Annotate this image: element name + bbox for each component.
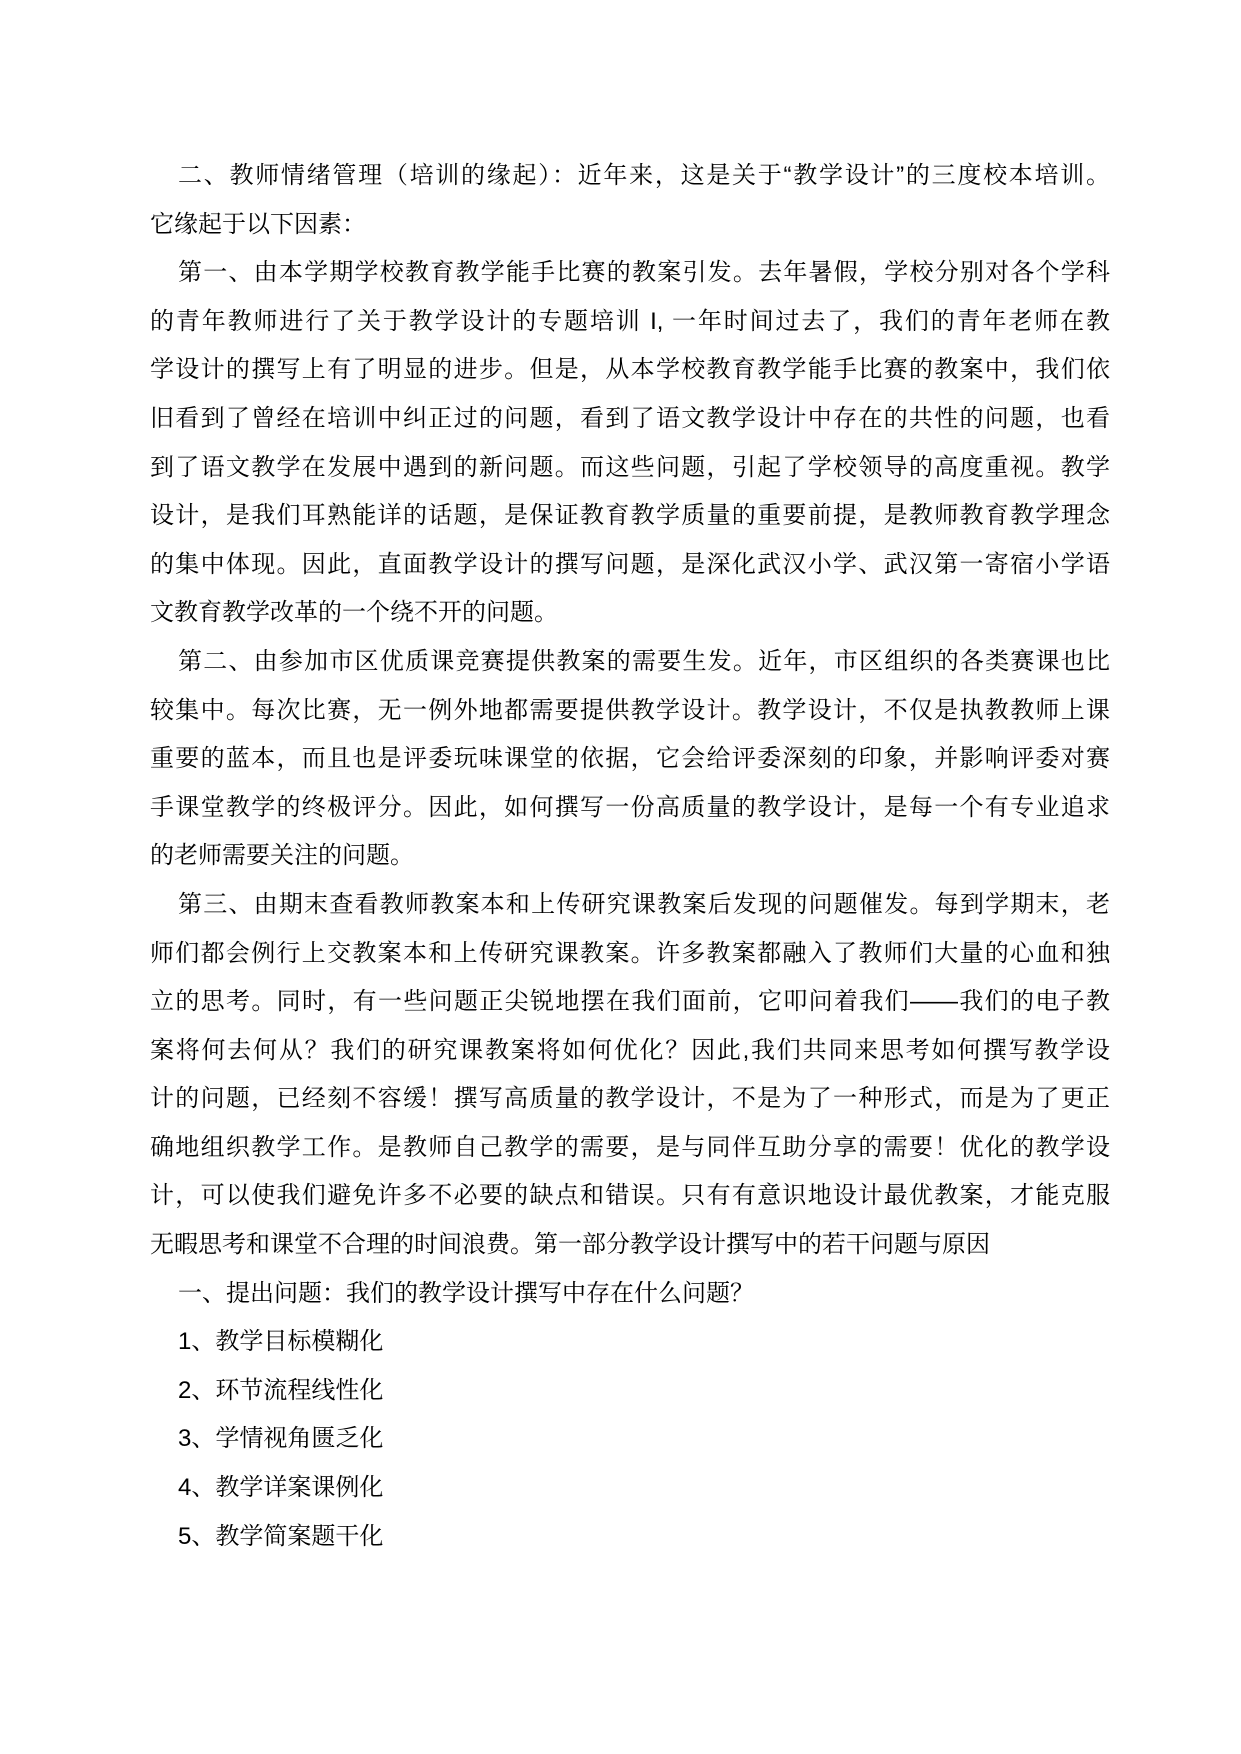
text-line-section-intro-1: 它缘起于以下因素： (150, 210, 366, 238)
text-line-problem-list-2: 3、学情视角匮乏化 (178, 1425, 384, 1453)
text-line-reason-first-2: 学设计的撰写上有了明显的进步。但是，从本学校教育教学能手比赛的教案中，我们依 (150, 356, 1110, 384)
text-line-question-heading-0: 一、提出问题：我们的教学设计撰写中存在什么问题？ (178, 1279, 754, 1307)
text-line-reason-third-4: 计的问题，已经刻不容缓！撰写高质量的教学设计，不是为了一种形式，而是为了更正 (150, 1085, 1110, 1113)
text-line-reason-second-4: 的老师需要关注的问题。 (150, 842, 414, 870)
text-line-reason-first-6: 的集中体现。因此，直面教学设计的撰写问题，是深化武汉小学、武汉第一寄宿小学语 (150, 550, 1110, 578)
text-line-problem-list-4: 5、教学简案题干化 (178, 1522, 384, 1550)
text-line-reason-first-3: 旧看到了曾经在培训中纠正过的问题，看到了语文教学设计中存在的共性的问题，也看 (150, 404, 1110, 432)
text-line-reason-third-2: 立的思考。同时，有一些问题正尖锐地摆在我们面前，它叩问着我们——我们的电子教 (150, 988, 1110, 1016)
text-line-reason-first-7: 文教育教学改革的一个绕不开的问题。 (150, 599, 558, 627)
text-line-problem-list-0: 1、教学目标模糊化 (178, 1328, 384, 1356)
text-line-reason-third-3: 案将何去何从？我们的研究课教案将如何优化？因此,我们共同来思考如何撰写教学设 (150, 1036, 1110, 1064)
text-line-problem-list-3: 4、教学详案课例化 (178, 1474, 384, 1502)
text-line-reason-second-1: 较集中。每次比赛，无一例外地都需要提供教学设计。教学设计，不仅是执教教师上课 (150, 696, 1110, 724)
text-line-reason-first-0: 第一、由本学期学校教育教学能手比赛的教案引发。去年暑假，学校分别对各个学科 (178, 259, 1110, 287)
text-line-reason-third-5: 确地组织教学工作。是教师自己教学的需要，是与同伴互助分享的需要！优化的教学设 (150, 1133, 1110, 1161)
text-line-reason-first-4: 到了语文教学在发展中遇到的新问题。而这些问题，引起了学校领导的高度重视。教学 (150, 453, 1110, 481)
text-line-reason-third-1: 师们都会例行上交教案本和上传研究课教案。许多教案都融入了教师们大量的心血和独 (150, 939, 1110, 967)
text-line-reason-third-7: 无暇思考和课堂不合理的时间浪费。第一部分教学设计撰写中的若干问题与原因 (150, 1231, 990, 1259)
text-line-reason-first-5: 设计，是我们耳熟能详的话题，是保证教育教学质量的重要前提，是教师教育教学理念 (150, 502, 1110, 530)
text-line-problem-list-1: 2、环节流程线性化 (178, 1376, 384, 1404)
text-line-reason-second-3: 手课堂教学的终极评分。因此，如何撰写一份高质量的教学设计，是每一个有专业追求 (150, 793, 1110, 821)
text-line-reason-third-0: 第三、由期末查看教师教案本和上传研究课教案后发现的问题催发。每到学期末，老 (178, 890, 1110, 918)
document-text-body (150, 152, 1110, 1561)
text-line-reason-second-0: 第二、由参加市区优质课竞赛提供教案的需要生发。近年，市区组织的各类赛课也比 (178, 647, 1110, 675)
text-line-section-intro-0: 二、教师情绪管理（培训的缘起）：近年来，这是关于“教学设计”的三度校本培训。 (178, 162, 1110, 189)
text-line-reason-third-6: 计，可以使我们避免许多不必要的缺点和错误。只有有意识地设计最优教案，才能克服 (150, 1182, 1110, 1210)
text-line-reason-first-1: 的青年教师进行了关于教学设计的专题培训 I, 一年时间过去了，我们的青年老师在教 (150, 307, 1110, 335)
text-line-reason-second-2: 重要的蓝本，而且也是评委玩味课堂的依据，它会给评委深刻的印象，并影响评委对赛 (150, 745, 1110, 773)
